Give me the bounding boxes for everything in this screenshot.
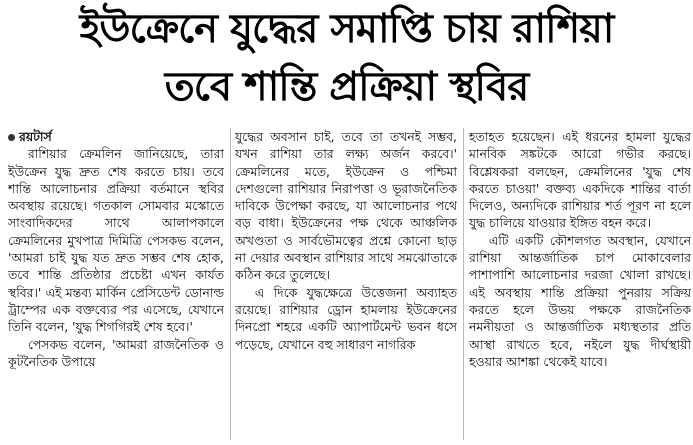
- paragraph: এ দিকে যুদ্ধক্ষেত্রে উত্তেজনা অব্যাহত রয়েছে। রাশিয়ার ড্রোন হামলায় ইউক্রেনের দিনপ্রো শহরে একটি অ্যাপার্টমেন্ট ভবন ধসে পড়েছে, যেখানে বহু সাধারণ নাগরিক: [235, 284, 457, 352]
- paragraph: যুদ্ধের অবসান চাই, তবে তা তখনই সম্ভব, যখন রাশিয়া তার লক্ষ্য অর্জন করবে।' ক্রেমলিনের মতে, ইউক্রেন ও পশ্চিমা দেশগুলো রাশিয়ার নিরাপত্তা ও ভূরাজনৈতিক দাবিকে উপেক্ষা করছে, যা আলোচনার পথে বড় বাধা। ইউক্রেনের পক্ষ থেকে আঞ্চলিক অখণ্ডতা ও সার্বভৌমত্বের প্রশ্নে কোনো ছাড় না দেয়ার অবস্থান রাশিয়ার সাথে সমঝোতাকে কঠিন করে তুলেছে।: [235, 129, 457, 283]
- byline: [8, 128, 224, 145]
- headline-line-2: তবে শান্তি প্রক্রিয়া স্থবির: [164, 64, 529, 110]
- article-column-1: [8, 128, 224, 443]
- byline-text: রয়টার্স: [19, 129, 52, 144]
- bullet-icon: [8, 134, 15, 141]
- paragraph: হতাহত হয়েছেন। এই ধরনের হামলা যুদ্ধের মানবিক সঙ্কটকে আরো গভীর করছে। বিশ্লেষকরা বলছেন, ক্রেমলিনের 'যুদ্ধ শেষ করতে চাওয়া' বক্তব্য একদিকে শান্তির বার্তা দিলেও, অন্যদিকে রাশিয়ার শর্ত পূরণ না হলে যুদ্ধ চালিয়ে যাওয়ার ইঙ্গিত বহন করে।: [469, 129, 691, 231]
- paragraph: পেসকভ বলেন, 'আমরা রাজনৈতিক ও কূটনৈতিক উপায়ে: [8, 336, 224, 369]
- article-body: [8, 128, 691, 443]
- paragraph: এটি একটি কৌশলগত অবস্থান, যেখানে রাশিয়া আন্তর্জাতিক চাপ মোকাবেলার পাশাপাশি আলোচনার দরজা খোলা রাখছে। এই অবস্থায় শান্তি প্রক্রিয়া পুনরায় সক্রিয় করতে হলে উভয় পক্ষকে রাজনৈতিক নমনীয়তা ও আন্তর্জাতিক মধ্যস্থতার প্রতি আস্থা রাখতে হবে, নইলে যুদ্ধ দীর্ঘস্থায়ী হওয়ার আশঙ্কা থেকেই যাবে।: [469, 232, 691, 369]
- article-column-3: [469, 128, 691, 443]
- paragraph: রাশিয়ার ক্রেমলিন জানিয়েছে, তারা ইউক্রেন যুদ্ধ দ্রুত শেষ করতে চায়। তবে শান্তি আলোচনার প্রক্রিয়া বর্তমানে স্থবির অবস্থায় রয়েছে। গতকাল সোমবার মস্কোতে সাংবাদিকদের সাথে আলাপকালে ক্রেমলিনের মুখপাত্র দিমিত্রি পেসকভ বলেন, 'আমরা চাই যুদ্ধ যত দ্রুত সম্ভব শেষ হোক, তবে শান্তি প্রতিষ্ঠার প্রচেষ্টা এখন কার্যত স্থবির।' এই মন্তব্য মার্কিন প্রেসিডেন্ট ডোনাল্ড ট্রাম্পের এক বক্তব্যের পর এসেছে, যেখানে তিনি বলেন, 'যুদ্ধ শিগগিরই শেষ হবে।': [8, 146, 224, 335]
- article-column-2: [235, 128, 457, 443]
- headline-line-1: ইউক্রেনে যুদ্ধের সমাপ্তি চায় রাশিয়া: [79, 6, 614, 52]
